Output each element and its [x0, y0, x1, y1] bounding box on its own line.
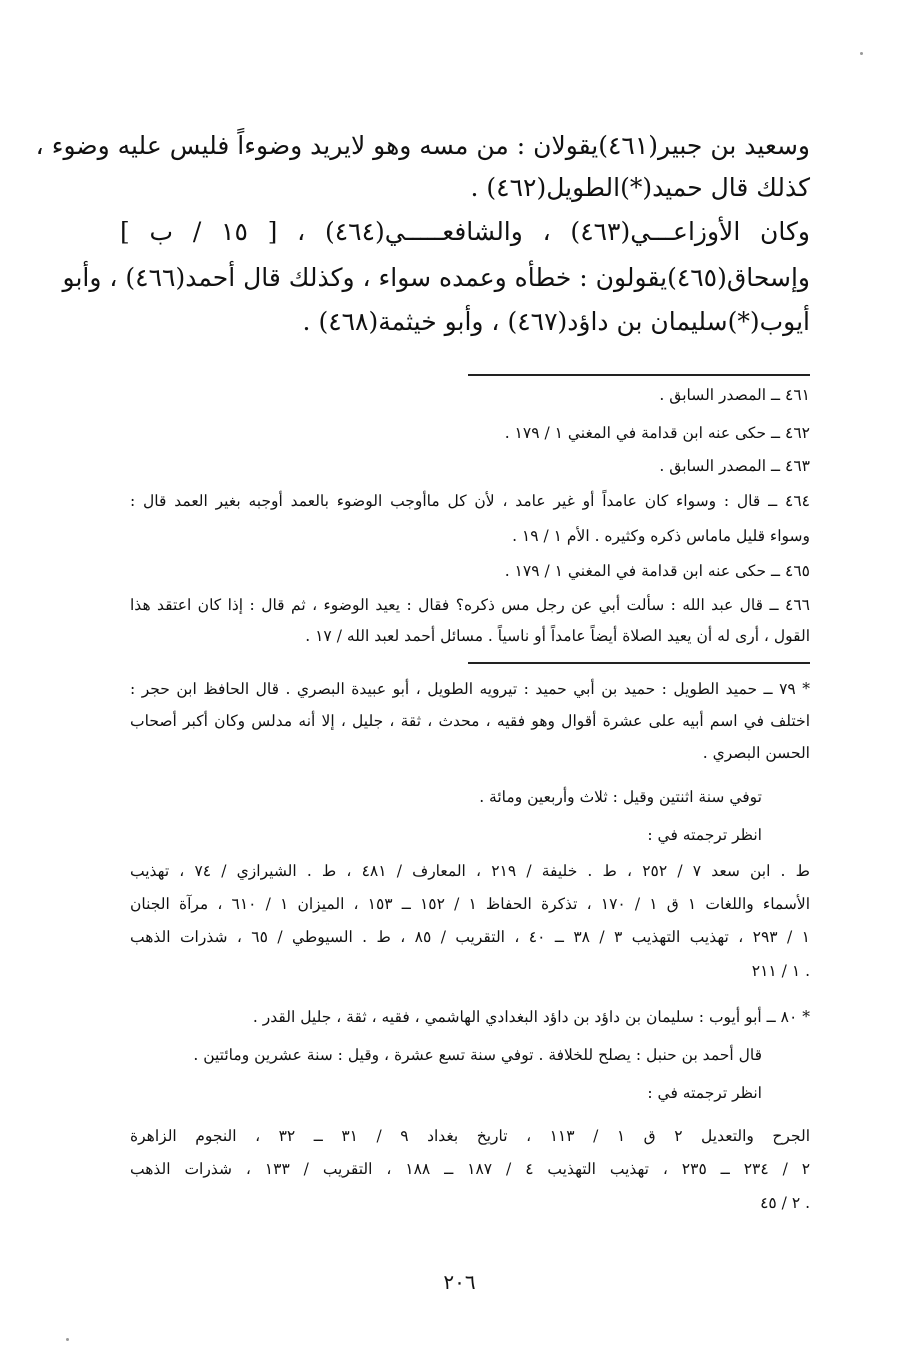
- footnote-466-continued: القول ، أرى له أن يعيد الصلاة أيضاً عامداً أو ناسياً . مسائل أحمد لعبد الله / ١٧ .: [305, 627, 810, 645]
- bio-79-refs-3: ١ / ٢٩٣ ، تهذيب التهذيب ٣ / ٣٨ ــ ٤٠ ، التقريب / ٨٥ ، ط . السيوطي / ٦٥ ، شذرات الذهب: [130, 928, 810, 946]
- main-text-line-4: وإسحاق(٤٦٥)يقولون : خطأه وعمده سواء ، وكذلك قال أحمد(٤٦٦) ، وأبو: [62, 263, 810, 292]
- footnote-separator: [468, 374, 810, 376]
- footnote-462: ٤٦٢ ــ حكى عنه ابن قدامة في المغني ١ / ١٧٩ .: [504, 424, 810, 442]
- bio-79-line-3: الحسن البصري .: [702, 744, 810, 762]
- bio-80-refs-1: الجرح والتعديل ٢ ق ١ / ١١٣ ، تاريخ بغداد ٩ / ٣١ ــ ٣٢ ، النجوم الزاهرة: [130, 1127, 810, 1145]
- biography-separator: [468, 662, 810, 664]
- footnote-465: ٤٦٥ ــ حكى عنه ابن قدامة في المغني ١ / ١٧٩ .: [504, 562, 810, 580]
- scan-speck: [66, 1338, 69, 1341]
- scan-speck: [860, 52, 863, 55]
- bio-80-refs-3: ٢ / ٤٥ .: [760, 1194, 810, 1212]
- page-number: ٢٠٦: [443, 1270, 476, 1294]
- footnote-464-continued: وسواء قليل ماماس ذكره وكثيره . الأم ١ / ١٩ .: [512, 527, 810, 545]
- bio-79-line-1: * ٧٩ ــ حميد الطويل : حميد بن أبي حميد : تيرويه الطويل ، أبو عبيدة البصري . قال الحافظ ابن حجر :: [130, 680, 810, 698]
- bio-80-see-heading: انظر ترجمته في :: [647, 1084, 762, 1102]
- bio-79-refs-1: ط . ابن سعد ٧ / ٢٥٢ ، ط . خليفة / ٢١٩ ، المعارف / ٤٨١ ، ط . الشيرازي / ٧٤ ، تهذيب: [130, 862, 810, 880]
- main-text-line-5: أيوب(*)سليمان بن داؤد(٤٦٧) ، وأبو خيثمة(٤٦٨) .: [302, 307, 810, 336]
- bio-79-death: توفي سنة اثنتين وقيل : ثلاث وأربعين ومائة .: [479, 788, 762, 806]
- bio-80-refs-2: ٢ / ٢٣٤ ــ ٢٣٥ ، تهذيب التهذيب ٤ / ١٨٧ ــ ١٨٨ ، التقريب / ١٣٣ ، شذرات الذهب: [130, 1160, 811, 1178]
- main-text-line-3: وكان الأوزاعـــي(٤٦٣) ، والشافعـــــي(٤٦٤) ، [ ١٥ / ب ]: [120, 217, 810, 246]
- bio-80-line-1: * ٨٠ ــ أبو أيوب : سليمان بن داؤد بن داؤد البغدادي الهاشمي ، فقيه ، ثقة ، جليل القدر .: [252, 1008, 810, 1026]
- bio-79-refs-2: الأسماء واللغات ١ ق ١ / ١٧٠ ، تذكرة الحفاظ ١ / ١٥٢ ــ ١٥٣ ، الميزان ١ / ٦١٠ ، مرآة الجنان: [130, 895, 811, 913]
- footnote-461: ٤٦١ ــ المصدر السابق .: [659, 386, 810, 404]
- bio-79-see-heading: انظر ترجمته في :: [647, 826, 762, 844]
- main-text-line-2: كذلك قال حميد(*)الطويل(٤٦٢) .: [470, 173, 810, 202]
- footnote-463: ٤٦٣ ــ المصدر السابق .: [659, 457, 810, 475]
- bio-79-line-2: اختلف في اسم أبيه على عشرة أقوال وهو فقيه ، محدث ، ثقة ، جليل ، إلا أنه مدلس وكان أكبر أصحاب: [130, 712, 810, 730]
- bio-79-refs-4: ١ / ٢١١ .: [751, 962, 810, 980]
- footnote-466: ٤٦٦ ــ قال عبد الله : سألت أبي عن رجل مس ذكره؟ فقال : يعيد الوضوء ، ثم قال : إذا كان اعتقد هذا: [130, 596, 810, 614]
- footnote-464: ٤٦٤ ــ قال : وسواء كان عامداً أو غير عامد ، لأن كل ماأوجب الوضوء بالعمد أوجبه بغير العمد قال :: [130, 492, 810, 510]
- bio-80-line-2: قال أحمد بن حنبل : يصلح للخلافة . توفي سنة تسع عشرة ، وقيل : سنة عشرين ومائتين .: [193, 1046, 762, 1064]
- main-text-line-1: وسعيد بن جبير(٤٦١)يقولان : من مسه وهو لايريد وضوءاً فليس عليه وضوء ،: [35, 131, 810, 160]
